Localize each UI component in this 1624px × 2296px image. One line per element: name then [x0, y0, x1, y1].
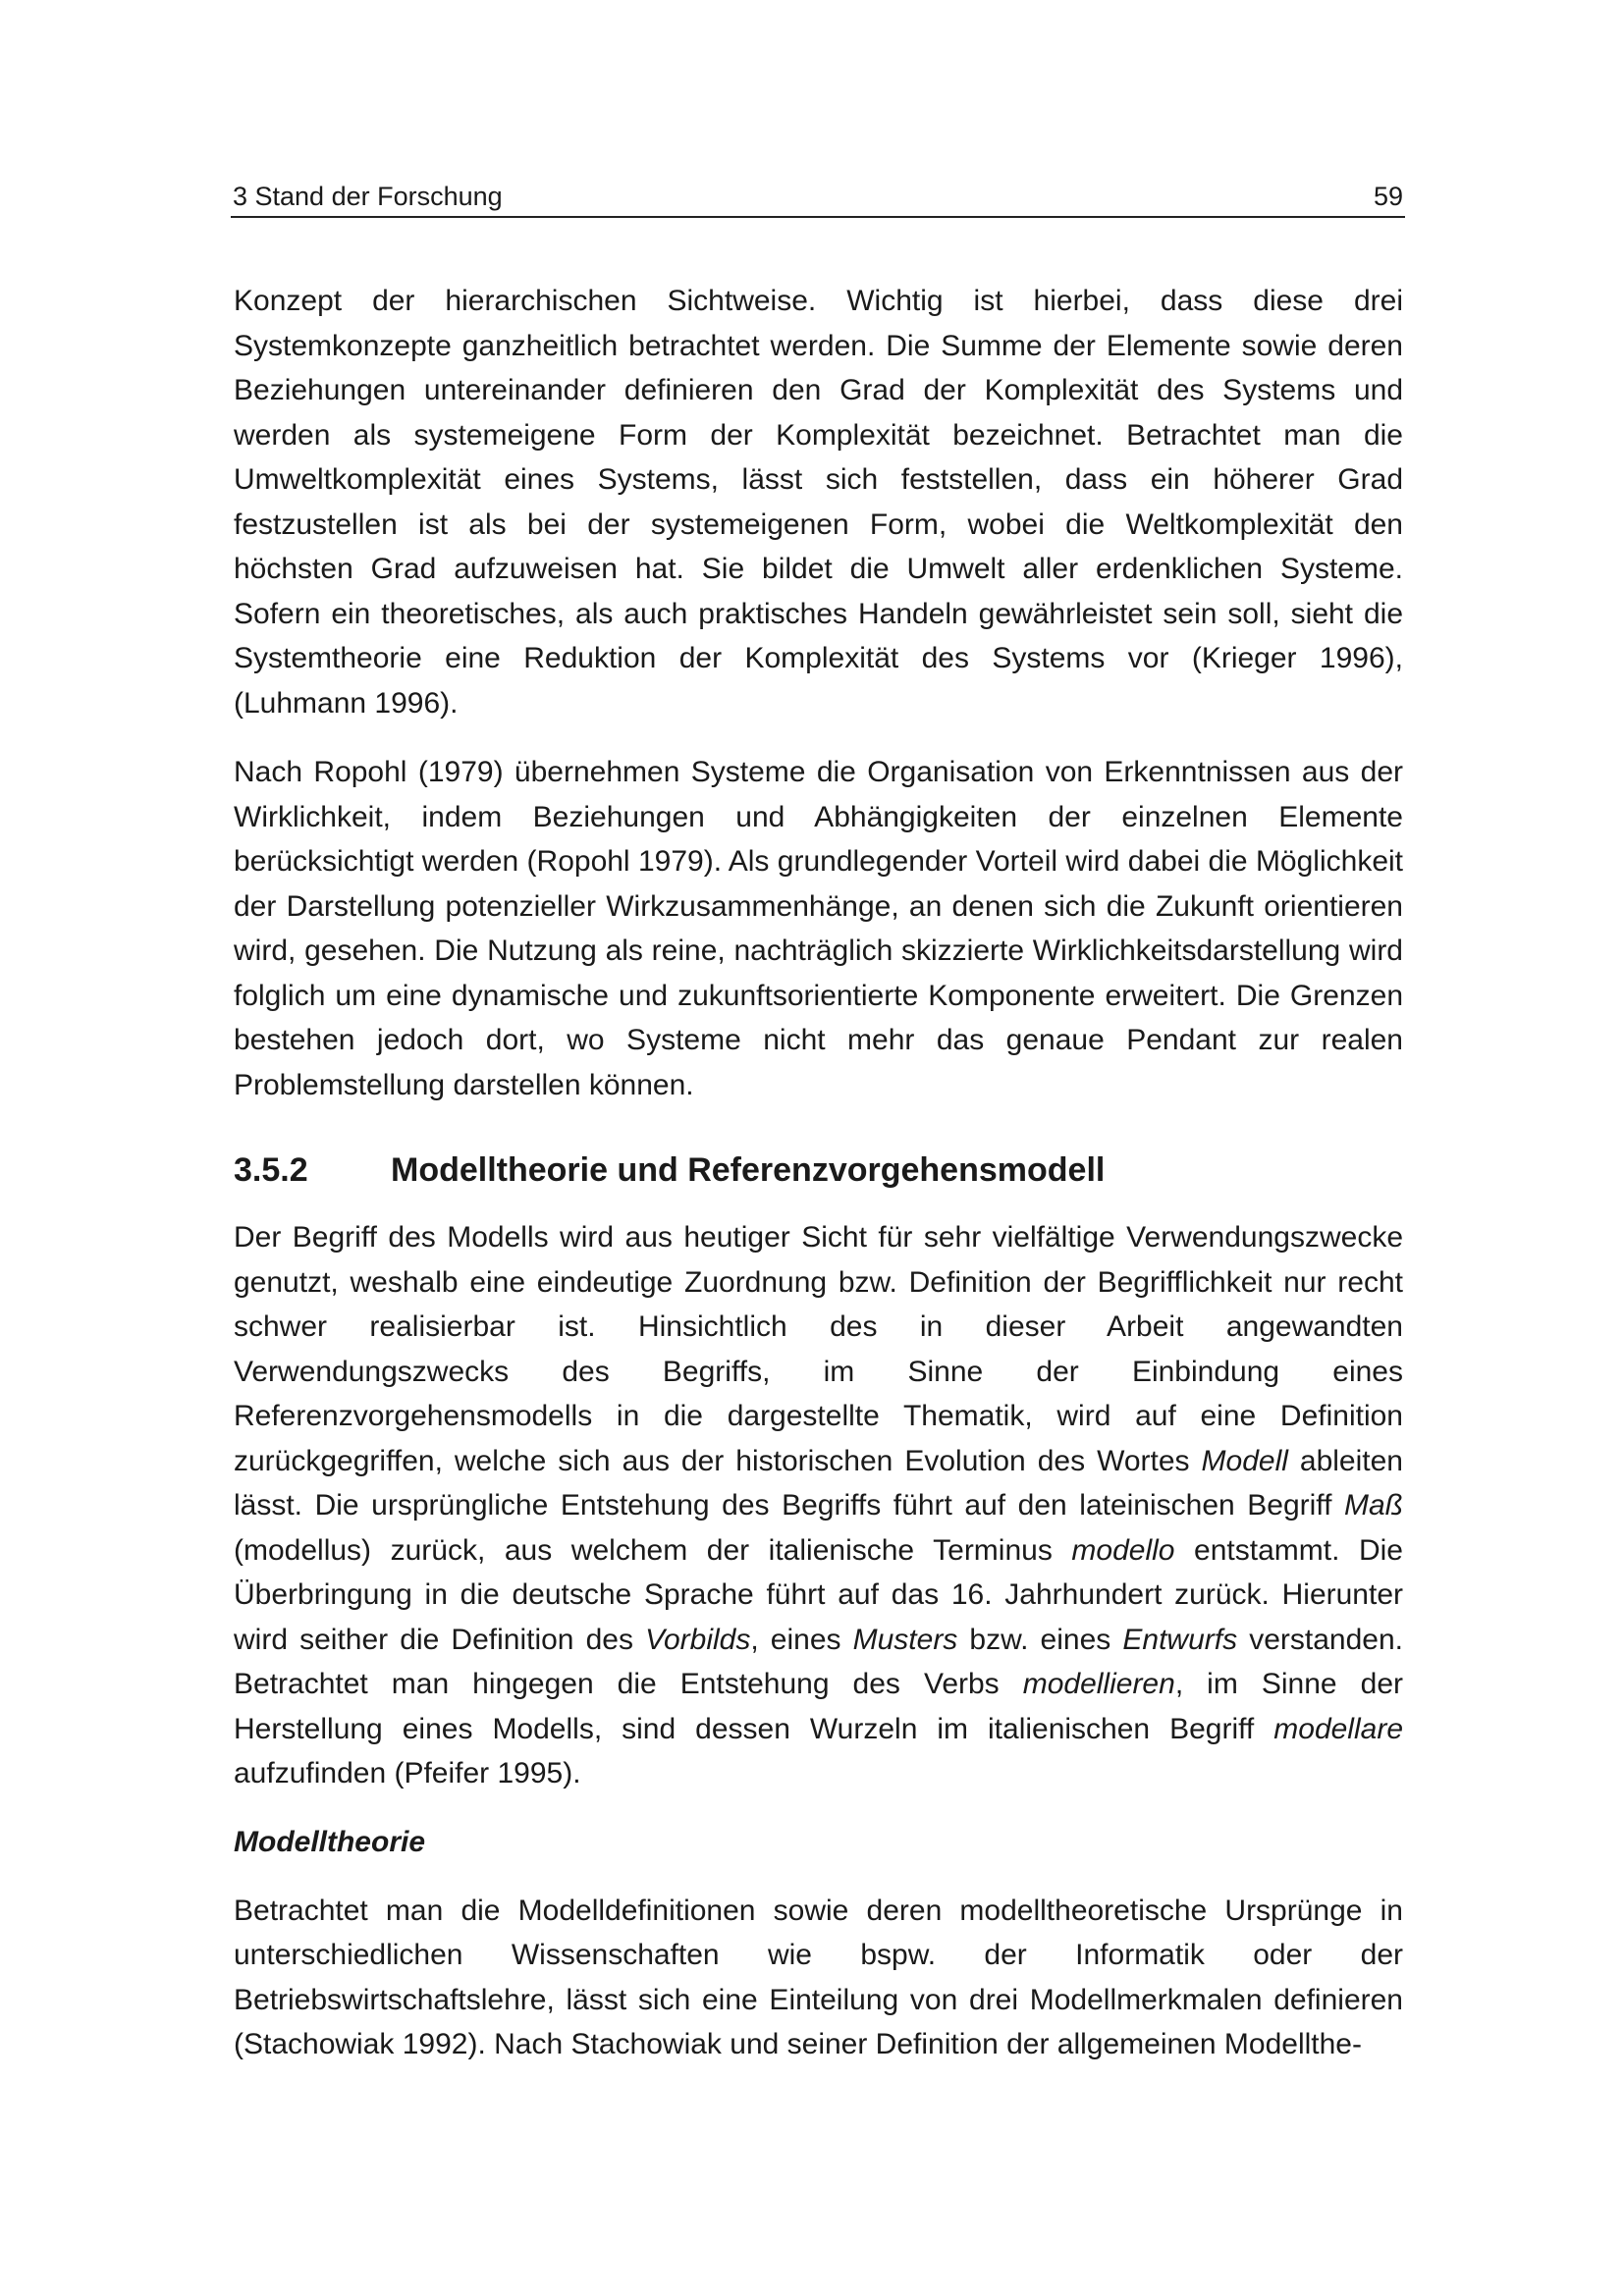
section-heading — [234, 1148, 1403, 1192]
paragraph: Konzept der hierarchischen Sichtweise. Wichtig ist hierbei, dass diese drei Systemkonzepte ganzheitlich betrachtet werden. Die Summe der Elemente sowie deren Beziehungen untereinander definieren den Grad der Komplexität des Systems und werden als systemeigene Form der Komplexität bezeichnet. Betrachtet man die Umweltkomplexität eines Systems, lässt sich feststellen, dass ein höherer Grad festzustellen ist als bei der systemeigenen Form, wobei die Weltkomplexität den höchsten Grad aufzuweisen hat. Sie bildet die Umwelt aller erdenklichen Systeme. Sofern ein theoretisches, als auch praktisches Handeln gewährleistet sein soll, sieht die Systemtheorie eine Reduktion der Komplexität des Systems vor (Krieger 1996), (Luhmann 1996). — [234, 285, 1403, 720]
emphasis: Maß — [1344, 1489, 1403, 1522]
emphasis: modellieren — [1022, 1668, 1175, 1700]
emphasis: Entwurfs — [1122, 1623, 1238, 1656]
section-number: 3.5.2 — [234, 1151, 308, 1189]
section-title: Modelltheorie und Referenzvorgehensmodell — [391, 1151, 1106, 1189]
emphasis: modello — [1071, 1533, 1175, 1567]
running-title: 3 Stand der Forschung — [233, 182, 503, 211]
paragraph: Der Begriff des Modells wird aus heutiger Sicht für sehr vielfältige Verwendungszwecke genutzt, weshalb eine eindeutige Zuordnung bzw. Definition der Begrifflichkeit nur recht schwer realisierbar ist. Hinsichtlich des in dieser Arbeit angewandten Verwendungszwecks des Begriffs, im Sinne der Einbindung eines Referenzvorgehensmodells in die dargestellte Thematik, wird auf eine Definition zurückgegriffen, welche sich aus der historischen Evolution des Wortes Modell ableiten lässt. Die ursprüngliche Entstehung des Begriffs führt auf den lateinischen Begriff Maß (modellus) zurück, aus welchem der italienische Terminus modello entstammt. Die Überbringung in die deutsche Sprache führt auf das 16. Jahrhundert zurück. Hierunter wird seither die Definition des Vorbilds, eines Musters bzw. eines Entwurfs verstanden. Betrachtet man hingegen die Entstehung des Verbs modellieren, im Sinne der Herstellung eines Modells, sind dessen Wurzeln im italienischen Begriff modellare aufzufinden (Pfeifer 1995). — [234, 1221, 1403, 1789]
emphasis: Modell — [1201, 1444, 1288, 1477]
emphasis: modellare — [1273, 1712, 1403, 1745]
paragraph: Betrachtet man die Modelldefinitionen sowie deren modelltheoretische Ursprünge in unterschiedlichen Wissenschaften wie bspw. der Informatik oder der Betriebswirtschaftslehre, lässt sich eine Einteilung von drei Modellmerkmalen definieren (Stachowiak 1992). Nach Stachowiak und seiner Definition der allgemeinen Modellthe- — [234, 1894, 1403, 2060]
page-header — [231, 177, 1405, 218]
subheading: Modelltheorie — [234, 1825, 426, 1858]
page-body — [234, 279, 1403, 2067]
page-number: 59 — [1373, 182, 1403, 211]
paragraph: Nach Ropohl (1979) übernehmen Systeme die Organisation von Erkenntnissen aus der Wirklichkeit, indem Beziehungen und Abhängigkeiten der einzelnen Elemente berücksichtigt werden (Ropohl 1979). Als grundlegender Vorteil wird dabei die Möglichkeit der Darstellung potenzieller Wirkzusammenhänge, an denen sich die Zukunft orientieren wird, gesehen. Die Nutzung als reine, nachträglich skizzierte Wirklichkeitsdarstellung wird folglich um eine dynamische und zukunftsorientierte Komponente erweitert. Die Grenzen bestehen jedoch dort, wo Systeme nicht mehr das genaue Pendant zur realen Problemstellung darstellen können. — [234, 756, 1403, 1101]
emphasis: Musters — [852, 1623, 958, 1656]
emphasis: Vorbilds — [645, 1623, 751, 1656]
